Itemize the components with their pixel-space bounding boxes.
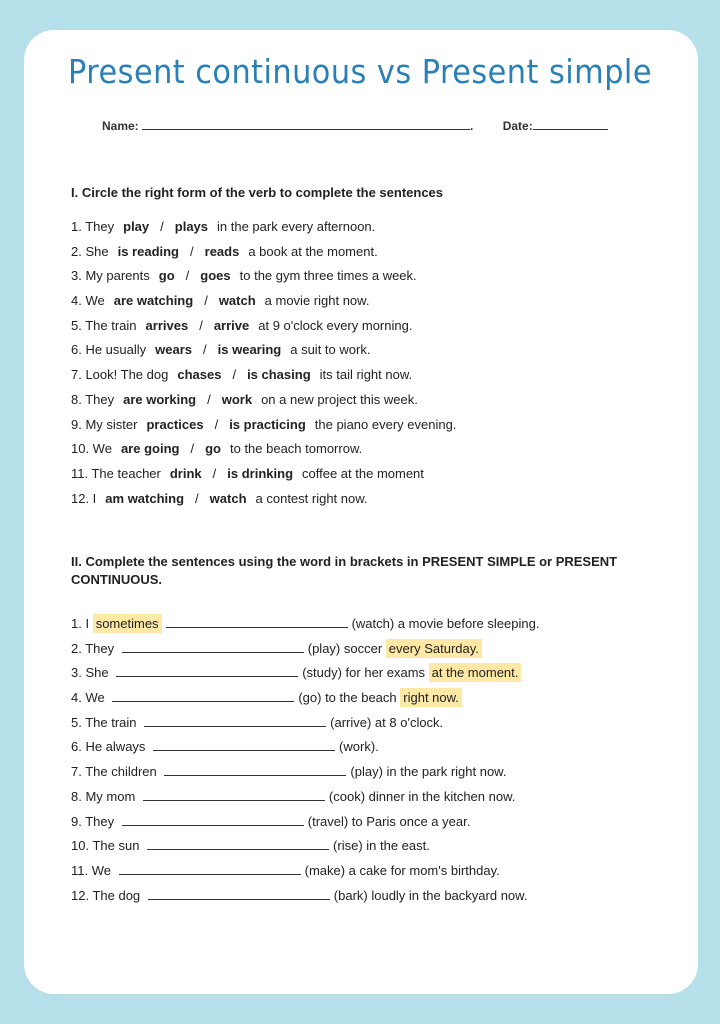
name-label: Name: (102, 119, 139, 133)
sentence-start: 3. My parents (71, 268, 150, 284)
sentence-end: coffee at the moment (302, 465, 424, 481)
sentence-end: (go) to the beach (298, 690, 397, 706)
sentence-end: the piano every evening. (314, 416, 457, 432)
list-item (71, 292, 456, 317)
list-item (71, 664, 539, 689)
section2-heading: II. Complete the sentences using the word in brackets in PRESENT SIMPLE or PRESENT CONTINUOUS. (71, 554, 618, 587)
answer-blank[interactable] (112, 689, 294, 702)
sentence-start: 5. The train (71, 317, 137, 333)
answer-blank[interactable] (144, 714, 326, 727)
sentence-end: at 9 o'clock every morning. (258, 317, 413, 333)
sentence-end: (watch) a movie before sleeping. (351, 616, 540, 631)
option-a[interactable]: is reading (117, 243, 180, 259)
list-item (71, 837, 539, 862)
list-item (71, 490, 456, 515)
sentence-end: (arrive) at 8 o'clock. (330, 714, 444, 730)
sentence-end: its tail right now. (319, 367, 413, 383)
sentence-start: 6. He usually (71, 342, 147, 358)
highlighted-time-phrase: right now. (400, 688, 462, 707)
name-date-row (102, 117, 608, 133)
list-item (71, 862, 539, 887)
name-field[interactable] (142, 117, 470, 130)
answer-blank[interactable] (119, 862, 301, 875)
sentence-end: (travel) to Paris once a year. (307, 813, 471, 829)
option-b[interactable]: is chasing (247, 367, 311, 383)
option-b[interactable]: reads (204, 243, 240, 259)
slash-separator: / (190, 243, 194, 259)
option-b[interactable]: is wearing (217, 342, 282, 358)
option-a[interactable]: arrives (145, 317, 189, 333)
slash-separator: / (212, 465, 217, 481)
option-a[interactable]: play (123, 219, 150, 234)
slash-separator: / (204, 293, 208, 309)
slash-separator: / (190, 441, 195, 457)
sentence-start: 11. We (71, 862, 111, 878)
option-a[interactable]: am watching (105, 490, 185, 506)
slash-separator: / (185, 268, 190, 284)
date-label: Date: (502, 119, 533, 133)
sentence-start: 4. We (71, 293, 105, 309)
slash-separator: / (232, 367, 237, 383)
list-item (71, 738, 539, 763)
sentence-end: (make) a cake for mom's birthday. (304, 862, 500, 878)
answer-blank[interactable] (148, 887, 330, 900)
slash-separator: / (160, 219, 164, 234)
option-b[interactable]: goes (200, 268, 231, 284)
worksheet-title: Present continuous vs Present simple (68, 52, 652, 91)
highlighted-word: sometimes (93, 614, 162, 633)
sentence-end: (study) for her exams (302, 665, 426, 681)
slash-separator: / (214, 416, 219, 432)
sentence-end: (bark) loudly in the backyard now. (333, 887, 528, 903)
option-b[interactable]: plays (174, 219, 209, 234)
sentence-start: 10. We (71, 441, 112, 457)
sentence-end: on a new project this week. (261, 391, 418, 407)
answer-blank[interactable] (147, 837, 329, 850)
list-item (71, 243, 456, 268)
sentence-start: 7. The children (71, 764, 157, 780)
sentence-end: a book at the moment. (248, 243, 378, 259)
highlighted-time-phrase: every Saturday. (386, 639, 482, 658)
section2-list (71, 615, 539, 911)
list-item (71, 218, 456, 243)
list-item (71, 267, 456, 292)
slash-separator: / (207, 391, 211, 407)
sentence-start: 7. Look! The dog (71, 367, 169, 383)
option-b[interactable]: watch (209, 490, 247, 506)
list-item (71, 763, 539, 788)
list-item (71, 391, 456, 416)
sentence-end: a movie right now. (264, 293, 370, 309)
sentence-end: (work). (339, 739, 379, 755)
sentence-start: 6. He always (71, 739, 146, 755)
list-item (71, 416, 456, 441)
list-item (71, 440, 456, 465)
list-item (71, 689, 539, 714)
sentence-start: 1. They (71, 219, 115, 234)
answer-blank[interactable] (153, 738, 335, 751)
sentence-start: 12. I (71, 490, 97, 506)
sentence-start: 9. They (71, 813, 115, 829)
sentence-end: (play) in the park right now. (350, 764, 507, 780)
list-item (71, 465, 456, 490)
list-item (71, 788, 539, 813)
option-a[interactable]: are watching (113, 293, 194, 309)
sentence-end: (rise) in the east. (333, 838, 430, 854)
sentence-start: 11. The teacher (71, 465, 161, 481)
list-item (71, 813, 539, 838)
answer-blank[interactable] (116, 664, 298, 677)
option-b[interactable]: is practicing (229, 416, 306, 432)
sentence-end: a contest right now. (255, 490, 368, 506)
list-item (71, 640, 539, 665)
option-b[interactable]: work (221, 391, 253, 407)
sentence-end: (cook) dinner in the kitchen now. (328, 788, 516, 804)
sentence-end: (play) soccer (307, 640, 383, 656)
slash-separator: / (195, 490, 199, 506)
option-a[interactable]: wears (155, 342, 193, 358)
date-field[interactable] (533, 117, 608, 130)
sentence-end: in the park every afternoon. (217, 219, 376, 234)
slash-separator: / (203, 342, 207, 358)
option-a[interactable]: practices (146, 416, 204, 432)
answer-blank[interactable] (166, 615, 348, 628)
option-a[interactable]: are working (123, 391, 197, 407)
sentence-end: a suit to work. (290, 342, 371, 358)
sentence-start: 8. They (71, 391, 115, 407)
option-a[interactable]: chases (177, 367, 222, 383)
list-item (71, 615, 539, 640)
sentence-start: 2. They (71, 640, 115, 656)
list-item (71, 714, 539, 739)
option-a[interactable]: go (158, 268, 175, 284)
section1-list (71, 218, 456, 514)
option-a[interactable]: are going (120, 441, 180, 457)
name-end: . (470, 119, 474, 133)
answer-blank[interactable] (164, 763, 346, 776)
slash-separator: / (199, 317, 203, 333)
answer-blank[interactable] (122, 813, 304, 826)
sentence-start: 1. I (71, 616, 90, 631)
sentence-start: 10. The sun (71, 838, 140, 854)
sentence-start: 2. She (71, 243, 109, 259)
option-b[interactable]: go (205, 441, 221, 457)
sentence-start: 9. My sister (71, 416, 138, 432)
list-item (71, 341, 456, 366)
sentence-start: 3. She (71, 665, 109, 681)
answer-blank[interactable] (122, 640, 304, 653)
list-item (71, 317, 456, 342)
option-b[interactable]: is drinking (227, 465, 294, 481)
sentence-start: 4. We (71, 690, 105, 706)
list-item (71, 887, 539, 912)
highlighted-time-phrase: at the moment. (429, 663, 522, 682)
sentence-start: 12. The dog (71, 887, 141, 903)
option-b[interactable]: arrive (213, 317, 250, 333)
list-item (71, 366, 456, 391)
option-a[interactable]: drink (169, 465, 202, 481)
sentence-start: 8. My mom (71, 788, 136, 804)
sentence-start: 5. The train (71, 714, 137, 730)
sentence-end: to the beach tomorrow. (229, 441, 363, 457)
answer-blank[interactable] (143, 788, 325, 801)
section1-heading: I. Circle the right form of the verb to complete the sentences (71, 185, 444, 200)
option-b[interactable]: watch (218, 293, 256, 309)
sentence-end: to the gym three times a week. (239, 268, 417, 284)
